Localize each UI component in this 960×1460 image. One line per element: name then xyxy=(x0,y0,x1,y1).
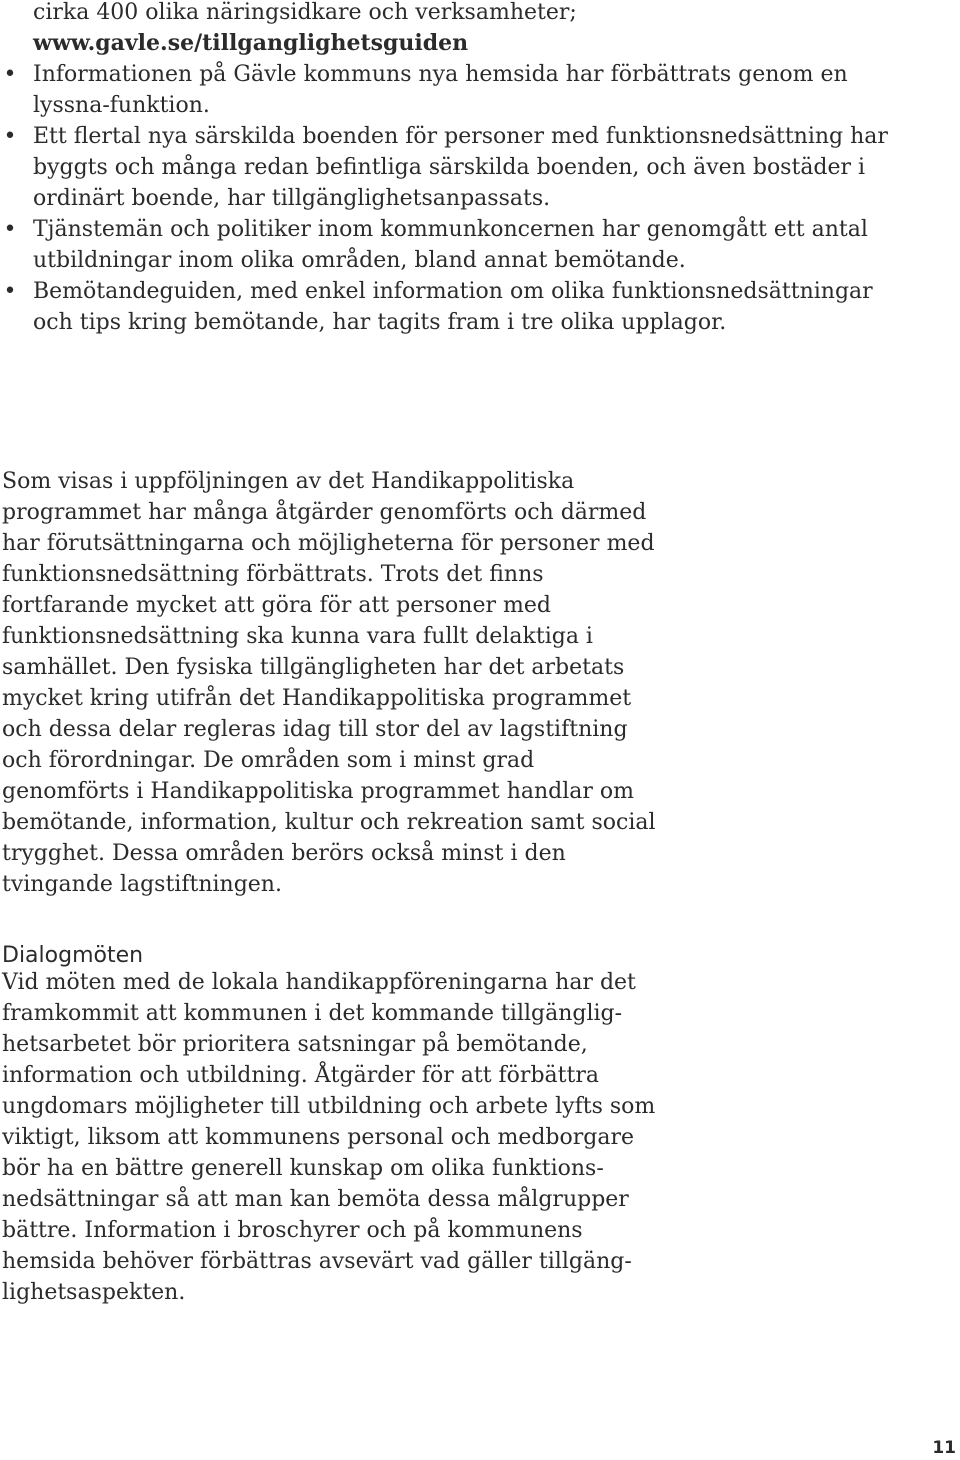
list-item-text: Informationen på Gävle kommuns nya hemsida har förbättrats genom en lyssna-funktion. xyxy=(33,62,848,118)
list-item-text: Bemötandeguiden, med enkel information om olika funktionsnedsättningar och tips kring bemötande, har tagits fram i tre olika upplagor. xyxy=(33,279,873,335)
achievement-list xyxy=(0,59,900,338)
bullet-icon: • xyxy=(3,279,17,304)
bullet-icon: • xyxy=(3,124,17,149)
list-item-text: Tjänstemän och politiker inom kommunkoncernen har genomgått ett antal utbildningar inom olika områden, bland annat bemötande. xyxy=(33,217,868,273)
list-item xyxy=(0,276,900,338)
list-item xyxy=(0,214,900,276)
list-item-text: Ett flertal nya särskilda boenden för personer med funktionsnedsättning har byggts och många redan befintliga särskilda boenden, och även bostäder i ordinärt boende, har tillgänglighetsanpassats. xyxy=(33,124,888,211)
page-number: 11 xyxy=(932,1438,956,1458)
list-item xyxy=(0,121,900,214)
body-paragraph: Som visas i uppföljningen av det Handikappolitiska programmet har många åtgärder genomförts och därmed har förutsättningarna och möjligheterna för personer med funktionsnedsättning förbättrats. Trots det finns fortfarande mycket att göra för att personer med funktionsnedsättning ska kunna vara fullt delaktiga i samhället. Den fysiska tillgängligheten har det arbetats mycket kring utifrån det Handikappolitiska programmet och dessa delar regleras idag till stor del av lagstiftning och förordningar. De områden som i minst grad genomförts i Handikappolitiska programmet handlar om bemötande, information, kultur och rekreation samt social trygghet. Dessa områden berörs också minst i den tvingande lagstiftningen. xyxy=(2,469,656,897)
bullet-icon: • xyxy=(3,217,17,242)
intro-continued xyxy=(33,0,933,59)
body-paragraph: Vid möten med de lokala handikappföreningarna har det framkommit att kommunen i det kommande tillgänglighetsarbetet bör prioritera satsningar på bemötande, information och utbildning. Åtgärder för att förbättra ungdomars möjligheter till utbildning och arbete lyfts som viktigt, liksom att kommunens personal och medborgare bör ha en bättre generell kunskap om olika funktionsnedsättningar så att man kan bemöta dessa målgrupper bättre. Information i broschyrer och på kommunens hemsida behöver förbättras avsevärt vad gäller tillgänglighetsaspekten. xyxy=(2,970,656,1305)
intro-continued-text: cirka 400 olika näringsidkare och verksamheter; xyxy=(33,0,577,25)
guide-url: www.gavle.se/tillganglighetsguiden xyxy=(33,30,469,56)
list-item xyxy=(0,59,900,121)
bullet-icon: • xyxy=(3,62,17,87)
section-heading: Dialogmöten xyxy=(2,943,144,968)
